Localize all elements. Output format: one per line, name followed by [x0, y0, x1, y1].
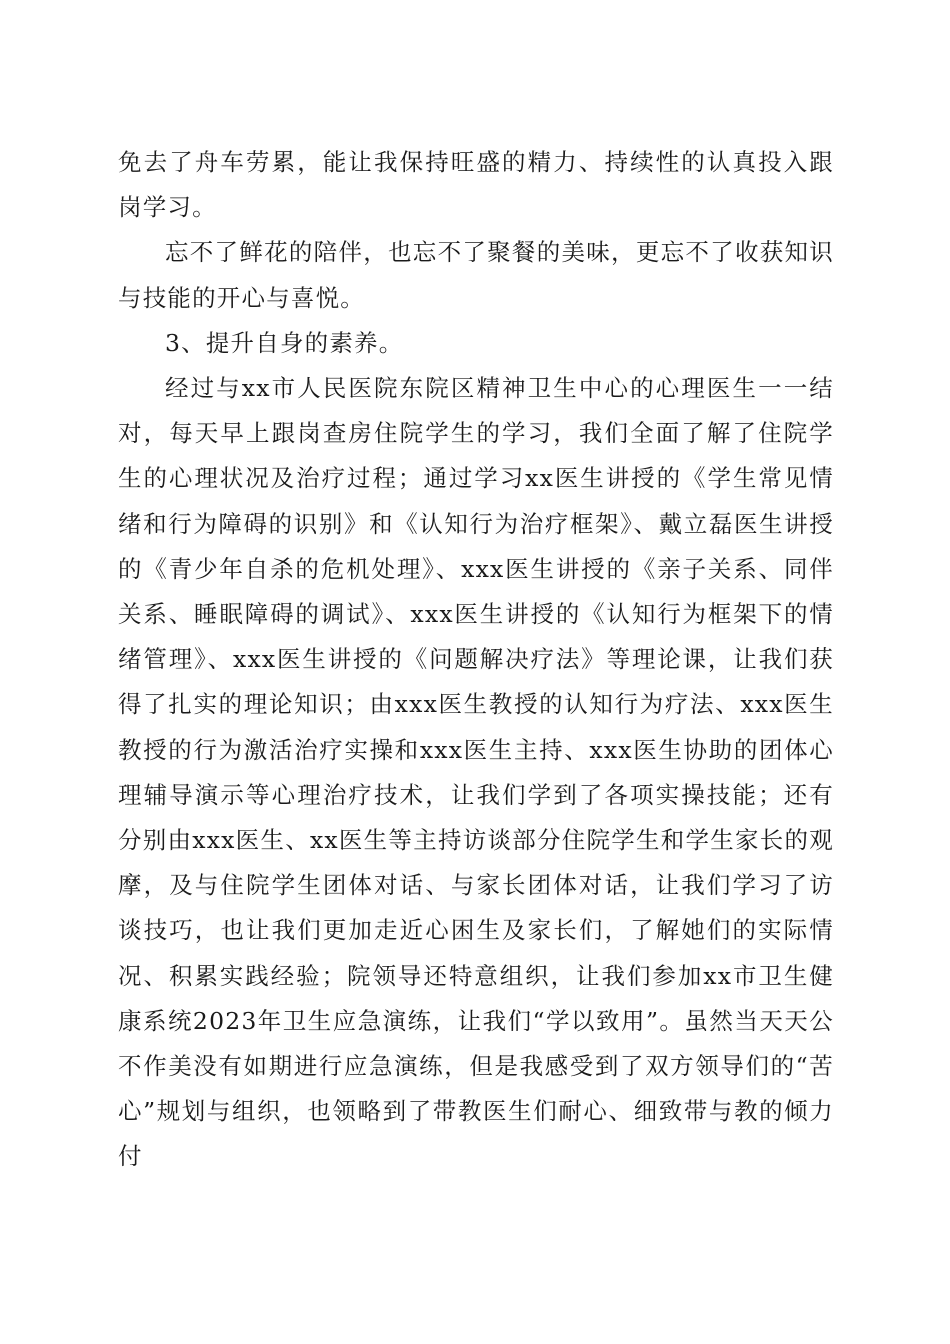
paragraph-3-heading: 3、提升自身的素养。 [165, 328, 404, 357]
paragraph-2: 忘不了鲜花的陪伴，也忘不了聚餐的美味，更忘不了收获知识与技能的开心与喜悦。 [118, 238, 834, 312]
paragraph-4: 经过与xx市人民医院东院区精神卫生中心的心理医生一一结对，每天早上跟岗查房住院学生的学习，我们全面了解了住院学生的心理状况及治疗过程；通过学习xx医生讲授的《学生常见情绪和行为障碍的识别》和《认知行为治疗框架》、戴立磊医生讲授的《青少年自杀的危机处理》、xxx医生讲授的《亲子关系、同伴关系、睡眠障碍的调试》、xxx医生讲授的《认知行为框架下的情绪管理》、xxx医生讲授的《问题解决疗法》等理论课，让我们获得了扎实的理论知识；由xxx医生教授的认知行为疗法、xxx医生教授的行为激活治疗实操和xxx医生主持、xxx医生协助的团体心理辅导演示等心理治疗技术，让我们学到了各项实操技能；还有分别由xxx医生、xx医生等主持访谈部分住院学生和学生家长的观摩，及与住院学生团体对话、与家长团体对话，让我们学习了访谈技巧，也让我们更加走近心困生及家长们，了解她们的实际情况、积累实践经验；院领导还特意组织，让我们参加xx市卫生健康系统2023年卫生应急演练，让我们“学以致用”。虽然当天天公不作美没有如期进行应急演练，但是我感受到了双方领导们的“苦心”规划与组织，也领略到了带教医生们耐心、细致带与教的倾力付 [118, 374, 834, 1171]
body-text [118, 140, 834, 1180]
paragraph-1: 免去了舟车劳累，能让我保持旺盛的精力、持续性的认真投入跟岗学习。 [118, 148, 834, 222]
